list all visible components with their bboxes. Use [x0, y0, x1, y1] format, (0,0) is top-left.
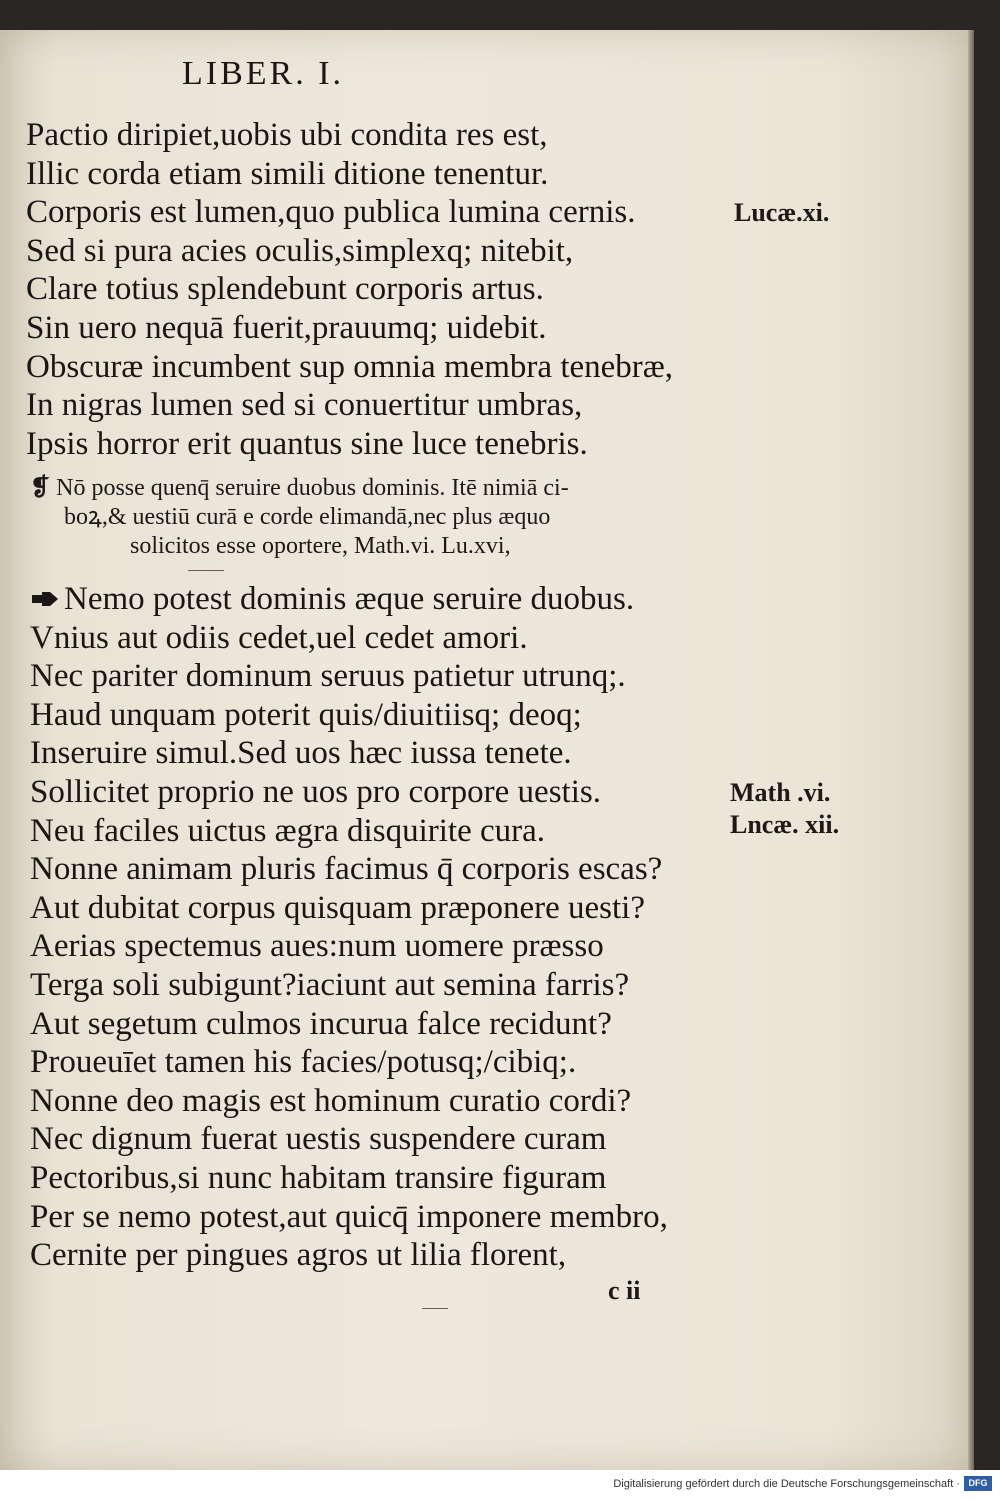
catchword-dash — [422, 1308, 448, 1309]
verse-line: Sed si pura acies oculis,simplexq; nitebit, — [26, 232, 574, 269]
verse-line: In nigras lumen sed si conuertitur umbras, — [26, 387, 583, 424]
verse-line — [30, 580, 730, 619]
verse-line: Obscuræ incumbent sup omnia membra tenebræ, — [26, 348, 674, 385]
verse-block-2 — [30, 580, 730, 1275]
pilcrow-icon: ❡ — [30, 475, 51, 501]
verse-line: Haud unquam poterit quis/diuitiisq; deoq; — [30, 696, 582, 733]
verse-line: Neu faciles uictus ægra disquirite cura. — [30, 812, 545, 849]
digitization-footer — [0, 1470, 1000, 1499]
verse-line: Sin uero nequā fuerit,prauumq; uidebit. — [26, 309, 547, 346]
verse-line: Nonne deo magis est hominum curatio cordi? — [30, 1082, 632, 1119]
page-edge — [968, 30, 974, 1470]
dfg-logo-icon: DFG — [964, 1476, 992, 1491]
verse-line: Ipsis horror erit quantus sine luce tenebris. — [26, 425, 588, 462]
summary-line: boꝝ,& uestiū curā e corde elimandā,nec plus æquo — [64, 504, 551, 530]
verse-line: Corporis est lumen,quo publica lumina cernis. — [26, 194, 636, 231]
verse-line: Sollicitet proprio ne uos pro corpore uestis. — [30, 773, 601, 810]
margin-note-math-vi: Math .vi. — [730, 778, 831, 807]
chapter-summary — [30, 474, 720, 561]
verse-line: Aut segetum culmos incurua falce recidunt? — [30, 1005, 612, 1042]
verse-line: Terga soli subigunt?iaciunt aut semina farris? — [30, 966, 630, 1003]
verse-line: Illic corda etiam simili ditione tenentur. — [26, 155, 549, 192]
margin-note-lucae-xi: Lucæ.xi. — [734, 198, 830, 227]
verse-line: Proueuīet tamen his facies/potusq;/cibiq;. — [30, 1044, 577, 1081]
margin-note-lucae-xii: Lncæ. xii. — [730, 810, 840, 839]
verse-block-1 — [26, 116, 726, 463]
verse-line: Pectoribus,si nunc habitam transire figuram — [30, 1159, 607, 1196]
verse-line: Nonne animam pluris facimus q̄ corporis escas? — [30, 851, 663, 888]
verse-line: Pactio diripiet,uobis ubi condita res est, — [26, 117, 548, 153]
verse-line: Inseruire simul.Sed uos hæc iussa tenete. — [30, 735, 572, 772]
pointing-hand-icon — [30, 589, 60, 611]
verse-line: Nec dignum fuerat uestis suspendere curam — [30, 1121, 607, 1158]
summary-line: solicitos esse oportere, Math.vi. Lu.xvi, — [130, 533, 511, 559]
running-title: LIBER. I. — [182, 55, 345, 92]
signature-mark: c ii — [608, 1276, 641, 1305]
verse-line: Aut dubitat corpus quisquam præponere uesti? — [30, 889, 645, 926]
verse-text: Nemo potest dominis æque seruire duobus. — [64, 581, 635, 617]
verse-line: Aerias spectemus aues:num uomere præsso — [30, 928, 604, 965]
verse-line: Per se nemo potest,aut quicq̄ imponere membro, — [30, 1198, 668, 1235]
section-divider — [188, 570, 224, 571]
verse-line: Vnius aut odiis cedet,uel cedet amori. — [30, 619, 528, 656]
verse-line: Nec pariter dominum seruus patietur utrunq;. — [30, 658, 626, 695]
verse-line: Clare totius splendebunt corporis artus. — [26, 271, 544, 308]
summary-text: Nō posse quenq̄ seruire duobus dominis. Itē nimiā ci- — [56, 475, 569, 501]
verse-line: Cernite per pingues agros ut lilia florent, — [30, 1237, 567, 1274]
summary-line — [30, 474, 720, 503]
footer-credit: Digitalisierung gefördert durch die Deutsche Forschungsgemeinschaft · — [613, 1478, 960, 1490]
